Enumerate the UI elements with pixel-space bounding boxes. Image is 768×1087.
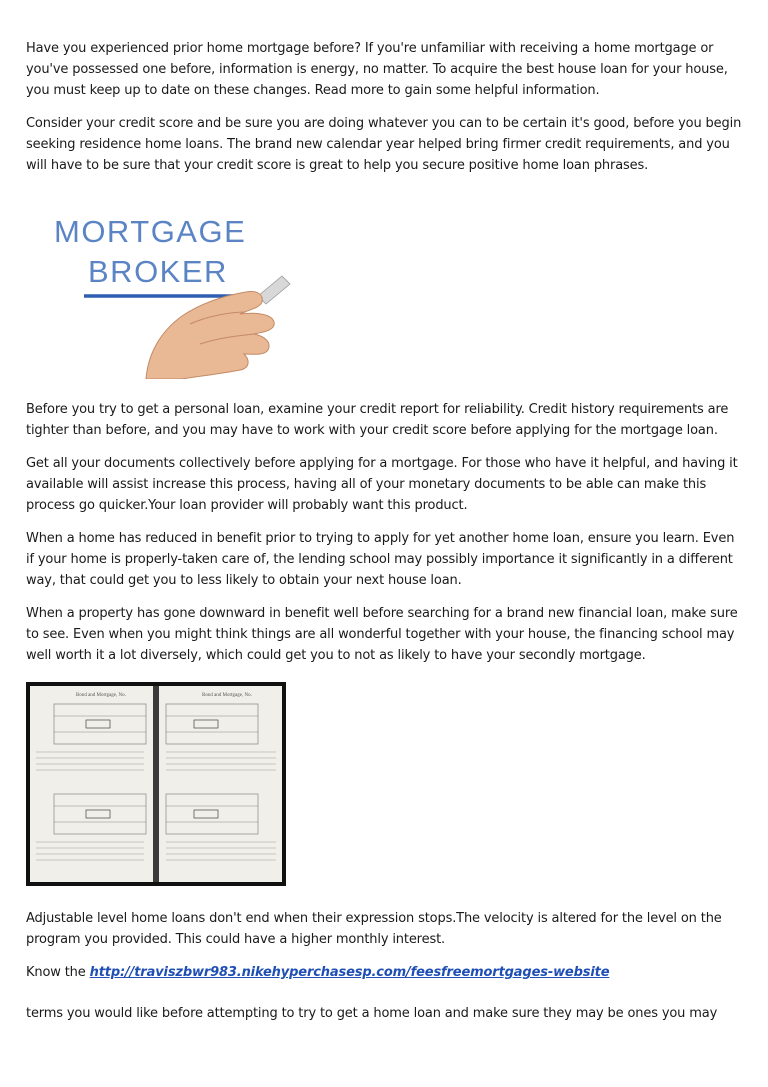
paragraph-home-value: When a home has reduced in benefit prior to trying to apply for yet another home loan, ensure you learn. Even if your home is properly-taken care of, the lending school may possibly importance it significantly in a different way, that could get you to less likely to obtain your next house loan. (26, 531, 735, 588)
paragraph-credit-report: Before you try to get a personal loan, examine your credit report for reliability. Credit history requirements are tighter than before, and you may have to work with your credit score before applying for the mortgage loan. (26, 402, 729, 438)
paragraph-know-terms (26, 962, 742, 983)
broker-line1-text: MORTGAGE (54, 214, 247, 249)
know-the-text: Know the (26, 965, 90, 980)
ledger-header-left: Bond and Mortgage, No. (76, 693, 126, 698)
paragraph-credit-score: Consider your credit score and be sure you are doing whatever you can to be certain it's good, before you begin seeking residence home loans. The brand new calendar year helped bring firmer credit requirements, and you will have to be sure that your credit score is great to help you secure positive home loan phrases. (26, 116, 742, 173)
paragraph-terms: terms you would like before attempting to try to get a home loan and make sure they may be ones you may (26, 1006, 718, 1021)
paragraph-intro: Have you experienced prior home mortgage before? If you're unfamiliar with receiving a home mortgage or you've possessed one before, information is energy, no matter. To acquire the best house loan for your house, you must keep up to date on these changes. Read more to gain some helpful information. (26, 41, 728, 98)
paragraph-adjustable-rate: Adjustable level home loans don't end when their expression stops.The velocity is altered for the level on the program you provided. This could have a higher monthly interest. (26, 911, 722, 947)
ledger-header-right: Bond and Mortgage, No. (202, 693, 252, 698)
mortgage-broker-image (50, 204, 300, 379)
broker-line2-text: BROKER (88, 254, 228, 289)
paragraph-documents: Get all your documents collectively before applying for a mortgage. For those who have it helpful, and having it available will assist increase this process, having all of your monetary documents to be able can make this process go quicker.Your loan provider will probably want this product. (26, 456, 738, 513)
paragraph-property-value: When a property has gone downward in benefit well before searching for a brand new financial loan, make sure to see. Even when you might think things are all wonderful together with your house, the financing school may well worth it a lot diversely, which could get you to not as likely to have your secondly mortgage. (26, 606, 738, 663)
hand-icon (146, 291, 274, 379)
mortgage-link[interactable]: http://traviszbwr983.nikehyperchasesp.com/feesfreemortgages-website (89, 965, 610, 980)
document-page (26, 38, 742, 1024)
mortgage-ledger-image (26, 682, 286, 886)
